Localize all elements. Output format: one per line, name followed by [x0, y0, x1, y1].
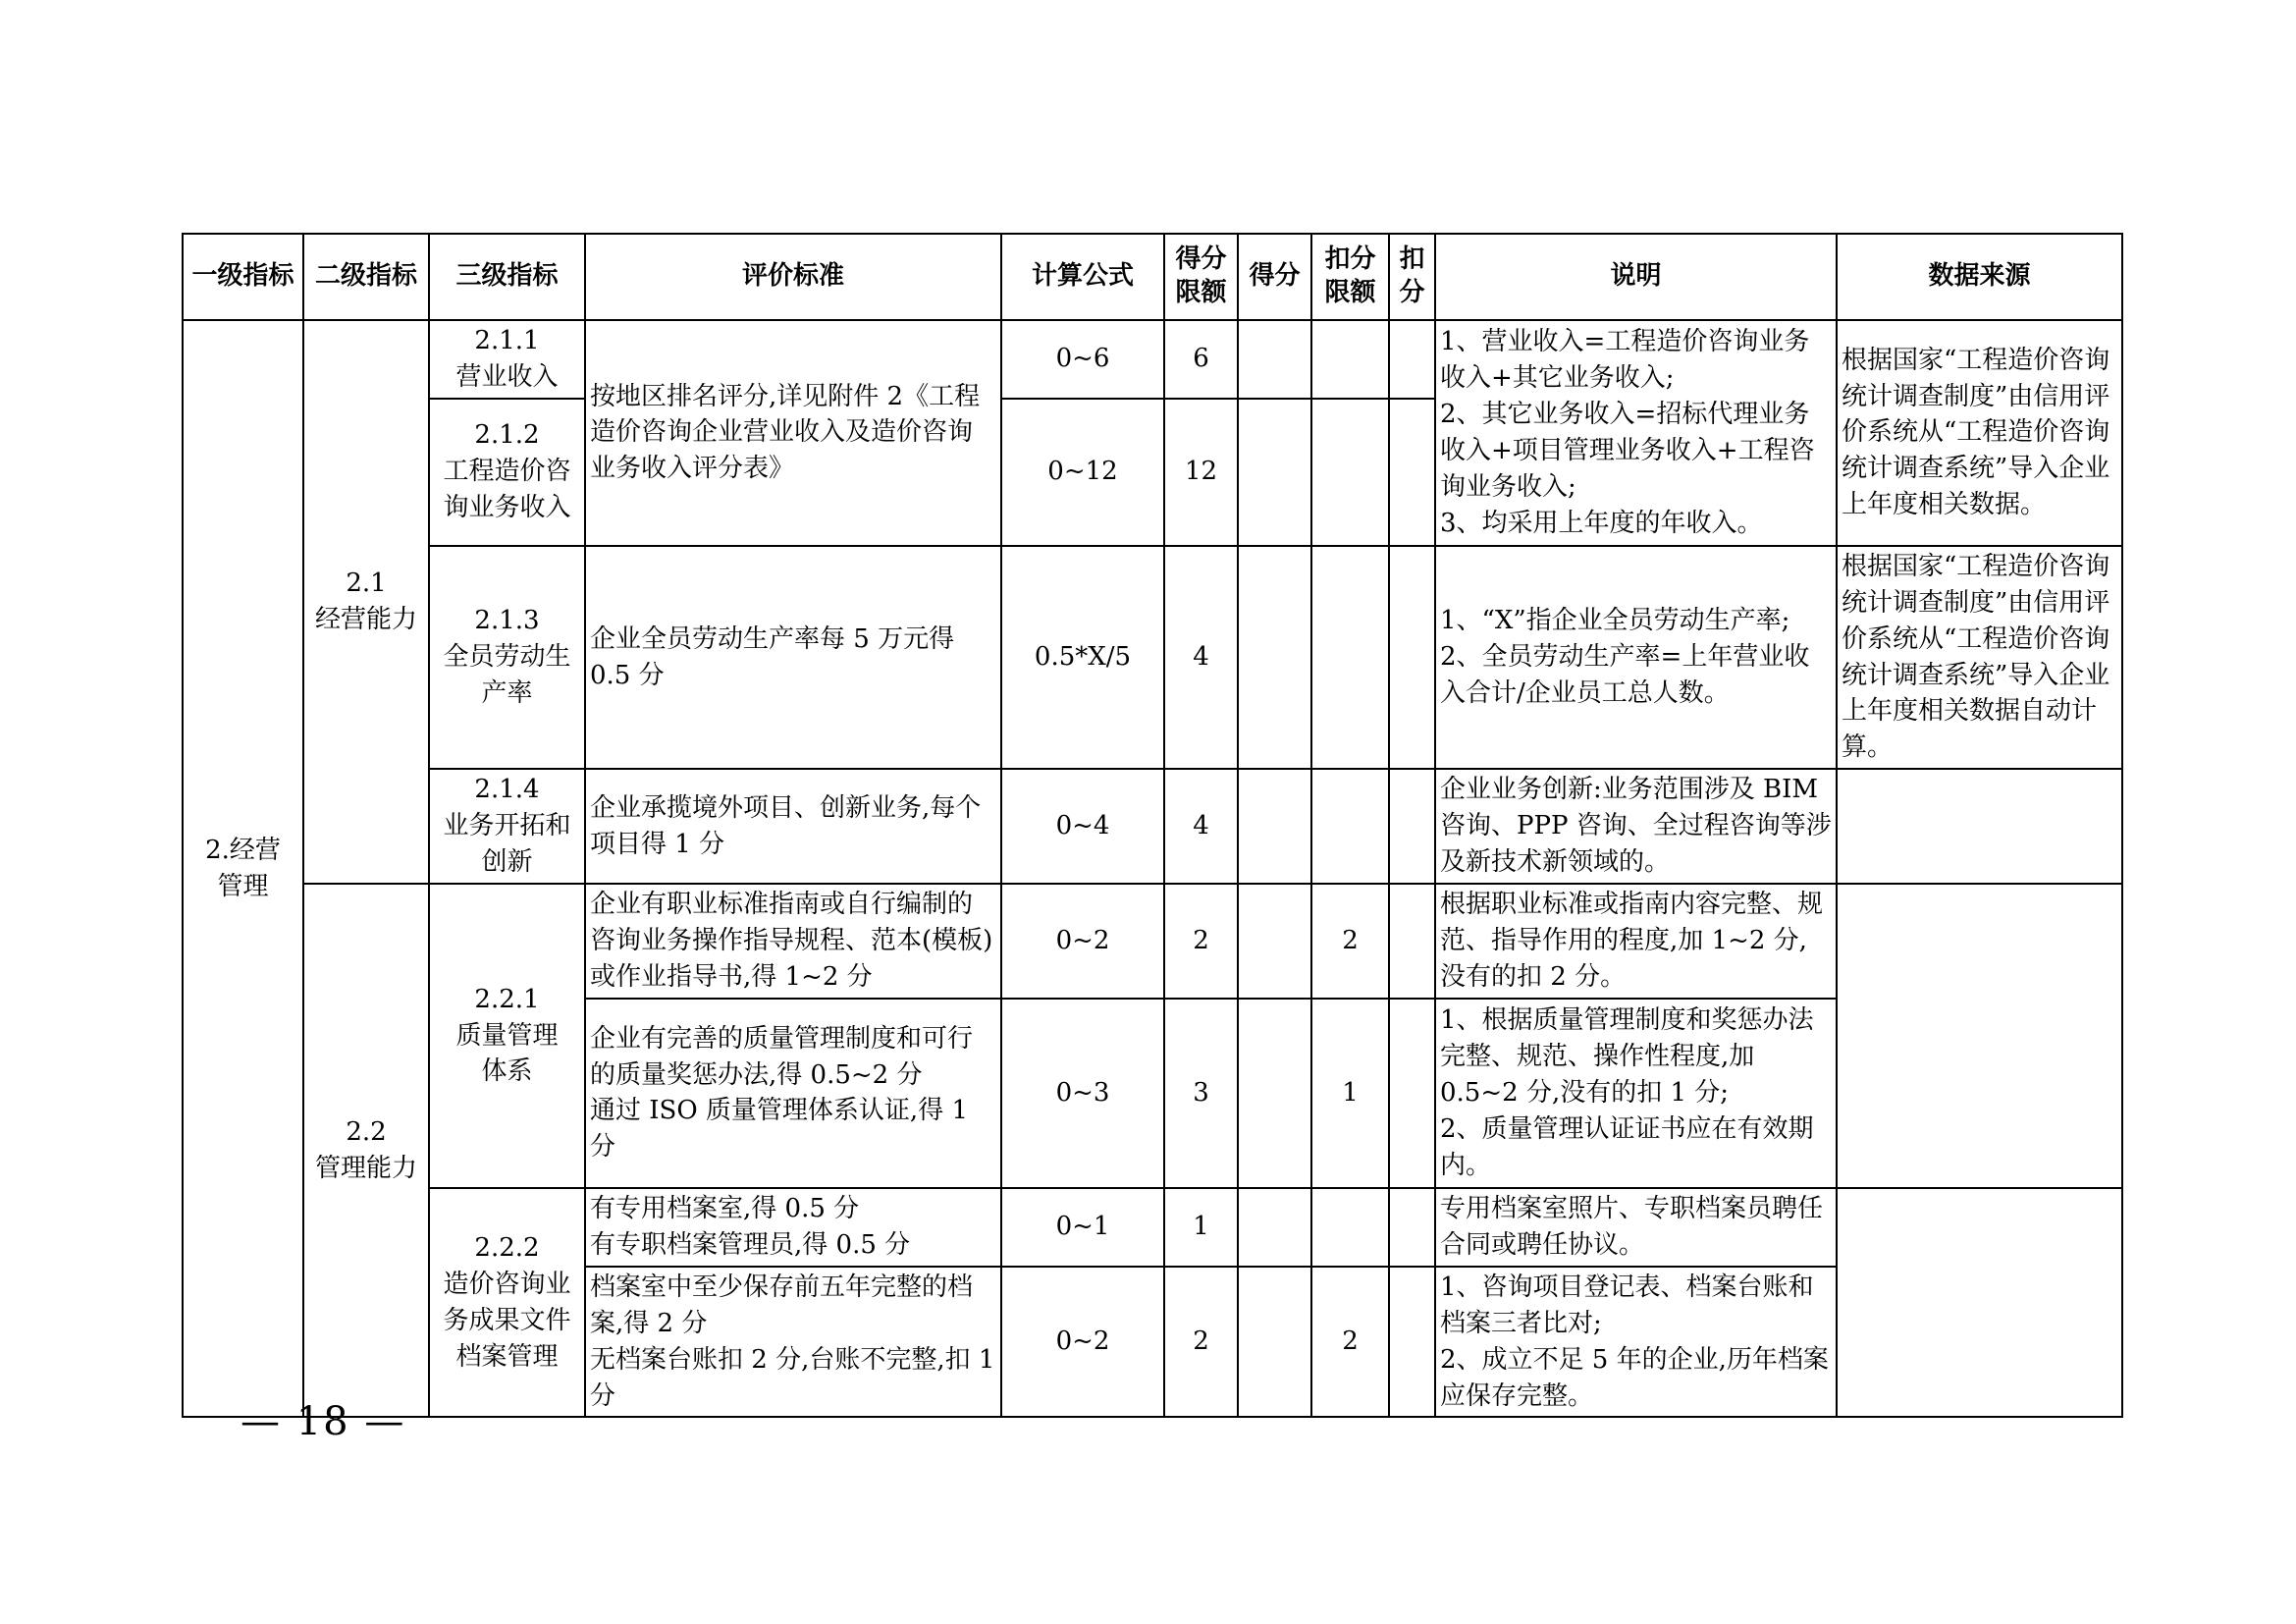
formula-cell: 0.5*X/5 [1001, 546, 1164, 769]
notes-cell: 1、根据质量管理制度和奖惩办法完整、规范、操作性程度,加 0.5~2 分,没有的扣 1 分; 2、质量管理认证证书应在有效期内。 [1435, 999, 1837, 1188]
header-score-limit: 得分 限额 [1164, 234, 1238, 320]
formula-cell: 0~2 [1001, 1267, 1164, 1418]
score-limit-cell: 4 [1164, 769, 1238, 884]
table-row [183, 1188, 2122, 1267]
level1-cell: 2.经营 管理 [183, 320, 303, 1417]
score-cell [1238, 546, 1311, 769]
score-cell [1238, 1267, 1311, 1418]
deduct-limit-cell: 2 [1311, 1267, 1389, 1418]
score-cell [1238, 1188, 1311, 1267]
criteria-cell: 企业有职业标准指南或自行编制的咨询业务操作指导规程、范本(模板)或作业指导书,得 1~2 分 [585, 884, 1001, 999]
deduct-limit-cell [1311, 320, 1389, 399]
deduct-limit-cell: 2 [1311, 884, 1389, 999]
level3-cell: 2.1.1 营业收入 [429, 320, 585, 399]
deduct-limit-cell: 1 [1311, 999, 1389, 1188]
formula-cell: 0~6 [1001, 320, 1164, 399]
deduct-cell [1389, 769, 1435, 884]
deduct-cell [1389, 320, 1435, 399]
score-cell [1238, 320, 1311, 399]
evaluation-table [182, 233, 2123, 1418]
notes-cell: 1、“X”指企业全员劳动生产率; 2、全员劳动生产率=上年营业收入合计/企业员工总人数。 [1435, 546, 1837, 769]
deduct-limit-cell [1311, 769, 1389, 884]
header-deduct-limit: 扣分 限额 [1311, 234, 1389, 320]
level2-cell: 2.1 经营能力 [303, 320, 429, 884]
level3-cell: 2.1.3 全员劳动生 产率 [429, 546, 585, 769]
score-cell [1238, 769, 1311, 884]
score-cell [1238, 999, 1311, 1188]
notes-cell: 1、营业收入=工程造价咨询业务收入+其它业务收入; 2、其它业务收入=招标代理业务收入+项目管理业务收入+工程咨询业务收入; 3、均采用上年度的年收入。 [1435, 320, 1837, 546]
header-formula: 计算公式 [1001, 234, 1164, 320]
formula-cell: 0~4 [1001, 769, 1164, 884]
level3-cell: 2.2.1 质量管理 体系 [429, 884, 585, 1188]
criteria-cell: 按地区排名评分,详见附件 2《工程造价咨询企业营业收入及造价咨询业务收入评分表》 [585, 320, 1001, 546]
header-level3: 三级指标 [429, 234, 585, 320]
source-cell: 根据国家“工程造价咨询统计调查制度”由信用评价系统从“工程造价咨询统计调查系统”导入企业上年度相关数据。 [1837, 320, 2122, 546]
formula-cell: 0~3 [1001, 999, 1164, 1188]
level2-cell: 2.2 管理能力 [303, 884, 429, 1417]
header-level1: 一级指标 [183, 234, 303, 320]
source-cell: 根据国家“工程造价咨询统计调查制度”由信用评价系统从“工程造价咨询统计调查系统”导入企业上年度相关数据自动计算。 [1837, 546, 2122, 769]
deduct-limit-cell [1311, 1188, 1389, 1267]
deduct-cell [1389, 399, 1435, 546]
source-cell [1837, 884, 2122, 1188]
level3-cell: 2.1.2 工程造价咨 询业务收入 [429, 399, 585, 546]
score-limit-cell: 4 [1164, 546, 1238, 769]
deduct-cell [1389, 1267, 1435, 1418]
notes-cell: 1、咨询项目登记表、档案台账和档案三者比对; 2、成立不足 5 年的企业,历年档案应保存完整。 [1435, 1267, 1837, 1418]
deduct-limit-cell [1311, 399, 1389, 546]
criteria-cell: 有专用档案室,得 0.5 分 有专职档案管理员,得 0.5 分 [585, 1188, 1001, 1267]
table-row [183, 320, 2122, 399]
source-cell [1837, 1188, 2122, 1417]
score-limit-cell: 3 [1164, 999, 1238, 1188]
formula-cell: 0~1 [1001, 1188, 1164, 1267]
level3-cell: 2.1.4 业务开拓和 创新 [429, 769, 585, 884]
deduct-cell [1389, 546, 1435, 769]
score-limit-cell: 12 [1164, 399, 1238, 546]
score-limit-cell: 6 [1164, 320, 1238, 399]
score-limit-cell: 2 [1164, 884, 1238, 999]
header-level2: 二级指标 [303, 234, 429, 320]
score-limit-cell: 1 [1164, 1188, 1238, 1267]
header-score: 得分 [1238, 234, 1311, 320]
table-row [183, 769, 2122, 884]
table-row [183, 884, 2122, 999]
score-limit-cell: 2 [1164, 1267, 1238, 1418]
criteria-cell: 档案室中至少保存前五年完整的档案,得 2 分 无档案台账扣 2 分,台账不完整,扣 1 分 [585, 1267, 1001, 1418]
header-deduct: 扣 分 [1389, 234, 1435, 320]
deduct-cell [1389, 999, 1435, 1188]
header-notes: 说明 [1435, 234, 1837, 320]
table-row [183, 546, 2122, 769]
score-cell [1238, 884, 1311, 999]
header-row [183, 234, 2122, 320]
notes-cell: 企业业务创新:业务范围涉及 BIM 咨询、PPP 咨询、全过程咨询等涉及新技术新领域的。 [1435, 769, 1837, 884]
header-criteria: 评价标准 [585, 234, 1001, 320]
notes-cell: 根据职业标准或指南内容完整、规范、指导作用的程度,加 1~2 分,没有的扣 2 分。 [1435, 884, 1837, 999]
header-source: 数据来源 [1837, 234, 2122, 320]
formula-cell: 0~2 [1001, 884, 1164, 999]
criteria-cell: 企业全员劳动生产率每 5 万元得 0.5 分 [585, 546, 1001, 769]
formula-cell: 0~12 [1001, 399, 1164, 546]
criteria-cell: 企业有完善的质量管理制度和可行的质量奖惩办法,得 0.5~2 分 通过 ISO 质量管理体系认证,得 1 分 [585, 999, 1001, 1188]
level3-cell: 2.2.2 造价咨询业 务成果文件 档案管理 [429, 1188, 585, 1417]
score-cell [1238, 399, 1311, 546]
deduct-limit-cell [1311, 546, 1389, 769]
page-number: — 18 — [240, 1399, 406, 1444]
source-cell [1837, 769, 2122, 884]
deduct-cell [1389, 884, 1435, 999]
criteria-cell: 企业承揽境外项目、创新业务,每个项目得 1 分 [585, 769, 1001, 884]
deduct-cell [1389, 1188, 1435, 1267]
notes-cell: 专用档案室照片、专职档案员聘任合同或聘任协议。 [1435, 1188, 1837, 1267]
